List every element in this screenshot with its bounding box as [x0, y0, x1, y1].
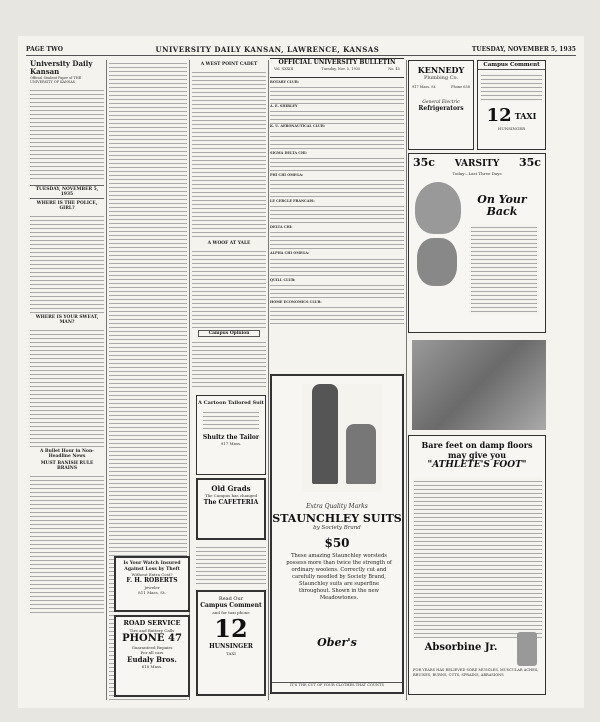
notice-home-ec: HOME ECONOMICS CLUB: [270, 299, 322, 304]
kennedy-line1: Plumbing Co. [423, 75, 459, 81]
bulletin-volume: Vol. XXXIII [274, 67, 294, 71]
road-service-phone: PHONE 47 [122, 633, 182, 644]
notice-cercle: LE CERCLE FRANCAIS: [270, 199, 315, 204]
road-service-line4: For all cars [140, 650, 164, 655]
editorial-body-2 [30, 327, 104, 447]
date-line: TUESDAY, NOVEMBER 5, 1935 [30, 185, 104, 199]
roberts-address: 811 Mass. St. [138, 590, 166, 596]
campus-comment-taxi: TAXI [514, 111, 537, 121]
absorbine-jr-ad [408, 435, 546, 695]
page-header [26, 44, 576, 56]
masthead-title: University Daily Kansan [30, 60, 93, 76]
bulletin-notices [270, 80, 404, 370]
editorial-body-3 [30, 473, 104, 613]
cafeteria-name: The CAFETERIA [203, 499, 259, 506]
yale-body [192, 248, 266, 328]
road-service-subtitle: Tire and Battery Calls [129, 628, 175, 633]
editorial-column [30, 60, 104, 660]
opinion-body [192, 339, 266, 390]
notice-shirley: A. E. SHIRLEY [270, 104, 298, 109]
kennedy-name: KENNEDY [417, 65, 465, 75]
campus-comment-number: 12 [486, 105, 512, 126]
editorial-headline-2: WHERE IS YOUR SWEAT, MAN? [35, 315, 99, 325]
column-3-lower-body [196, 544, 266, 586]
cafeteria-ad [196, 478, 266, 540]
staff-list [30, 87, 104, 182]
column-rule [268, 60, 269, 700]
page-number: PAGE TWO [26, 46, 63, 53]
campus-comment-title: Campus Comment [478, 61, 545, 70]
staunchley-suits-ad [270, 374, 404, 694]
af-line3: "ATHLETE'S FOOT" [427, 460, 527, 470]
staunchley-brand: by Society Brand [313, 525, 361, 531]
notice-pco: PHI CHI OMEGA: [270, 172, 304, 177]
shultz-line1: A Cartoon Tailored Suit [198, 400, 264, 406]
taxi-line2: Campus Comment [200, 602, 262, 609]
cadet-body [192, 69, 266, 239]
hunsinger-taxi-ad [196, 590, 266, 696]
roberts-subtitle: Jeweler [144, 585, 160, 591]
bulletin-date: Tuesday, Nov. 5, 1935 [321, 67, 361, 71]
varsity-theater-ad [408, 153, 546, 333]
road-service-name: Eudaly Bros. [127, 655, 177, 664]
staunchley-footer: IT'S THE CUT OF YOUR CLOTHES THAT COUNTS [272, 682, 402, 688]
shultz-address: 917 Mass. [220, 441, 242, 446]
absorbine-bottle-icon [517, 632, 537, 666]
old-grads-title: Old Grads [211, 484, 251, 493]
yale-headline: A WOOF AT YALE [207, 241, 251, 246]
editorial-headline-3: A Bullet Hour in Non-Headline News [40, 449, 94, 459]
roberts-jeweler-ad [114, 556, 190, 612]
official-bulletin [270, 58, 404, 78]
notice-rotary: ROTARY CLUB: [270, 80, 300, 84]
notice-sdx: SIGMA DELTA CHI: [270, 150, 308, 155]
notice-delta-chi: DELTA CHI: [270, 225, 293, 230]
issue-date: TUESDAY, NOVEMBER 5, 1935 [471, 46, 576, 53]
varsity-subtitle: Today—Last Three Days [452, 171, 502, 176]
editorial-headline-1: WHERE IS THE POLICE, GIRL? [36, 201, 98, 211]
paper-title: UNIVERSITY DAILY KANSAN, LAWRENCE, KANSAS [155, 45, 380, 54]
campus-comment-company: HUNSINGER [497, 126, 526, 131]
taxi-company: HUNSINGER [209, 643, 253, 650]
road-service-ad [114, 615, 190, 697]
staunchley-tag: Extra Quality Marks [306, 503, 368, 510]
campus-comment-body [481, 72, 542, 102]
af-line2: may give you [447, 450, 507, 460]
varsity-name: VARSITY [454, 159, 500, 169]
varsity-actress-photo [415, 182, 461, 234]
taxi-number: 12 [214, 614, 248, 643]
roberts-line2: Without Extra Cost? [131, 572, 173, 578]
campus-comment-ad [477, 60, 546, 150]
af-line1: Bare feet on damp floors [421, 440, 533, 450]
kennedy-plumbing-ad [408, 60, 474, 150]
af-footer: FOR YEARS HAS RELIEVED SORE MUSCLES, MUSCULAR ACHES, BRUISES, BURNS, CUTS, SPRAINS, ABRASIONS [413, 668, 539, 677]
men-illustration [302, 384, 382, 492]
varsity-price-right: 35c [518, 156, 541, 169]
varsity-cast [471, 224, 537, 314]
notice-quill: QUILL CLUB: [270, 277, 296, 282]
editorial-headline-4: MUST BANISH RULE BRAINS [40, 461, 94, 471]
shower-room-photo [412, 340, 546, 430]
roberts-name: F. H. ROBERTS [126, 577, 178, 585]
kennedy-line3: Refrigerators [418, 105, 464, 112]
staunchley-body: These amazing Staunchley worsteds possess more than twice the strength of ordinary woolens. Correctly cut and carefully needled by Society Brand, Staunchley suits are superfine throughout. Shown in the new Meadowtones. [286, 553, 392, 601]
campus-opinion-headline: Campus Opinion [198, 330, 260, 337]
kennedy-line2: General Electric [422, 100, 460, 105]
column-rule [106, 60, 107, 700]
af-product: Absorbine Jr. [424, 642, 498, 653]
road-service-address: 618 Mass. [141, 664, 163, 669]
staunchley-title: STAUNCHLEY SUITS [272, 512, 402, 525]
varsity-actor-photo [417, 238, 457, 286]
taxi-line1: Read Our [218, 596, 244, 602]
notice-aero: K. U. AERONAUTICAL CLUB: [270, 124, 325, 129]
editorial-body-1 [30, 213, 104, 313]
taxi-sub: TAXI [226, 651, 236, 656]
notice-aco: ALPHA CHI OMEGA: [270, 251, 310, 256]
bulletin-title: OFFICIAL UNIVERSITY BULLETIN [278, 59, 396, 66]
bulletin-number: No. 45 [388, 67, 400, 71]
varsity-film-title: On Your Back [477, 193, 527, 218]
column-rule [406, 60, 407, 700]
text-column-3 [192, 60, 266, 390]
road-service-title: ROAD SERVICE [123, 619, 181, 627]
kennedy-phone: Phone 658 [451, 85, 470, 89]
obers-logo: Ober's [317, 636, 357, 649]
varsity-price-left: 35c [413, 156, 436, 169]
roberts-line1: Is Your Watch Insured Against Loss by Theft [123, 561, 181, 572]
shultz-name: Shultz the Tailor [202, 434, 260, 441]
cadet-headline: A WEST POINT CADET [200, 62, 258, 67]
old-grads-line2: The Campus has changed [204, 493, 258, 498]
shultz-tailor-ad [196, 395, 266, 475]
af-body [414, 478, 542, 638]
kennedy-address: 917 Mass. St. [412, 85, 437, 89]
staunchley-price: $50 [324, 536, 350, 550]
taxi-line3: and for taxi phone [212, 610, 250, 615]
masthead-subtitle: Official Student Paper of THE UNIVERSITY OF KANSAS [30, 76, 82, 84]
road-service-line3: Guaranteed Repairs [131, 645, 173, 650]
